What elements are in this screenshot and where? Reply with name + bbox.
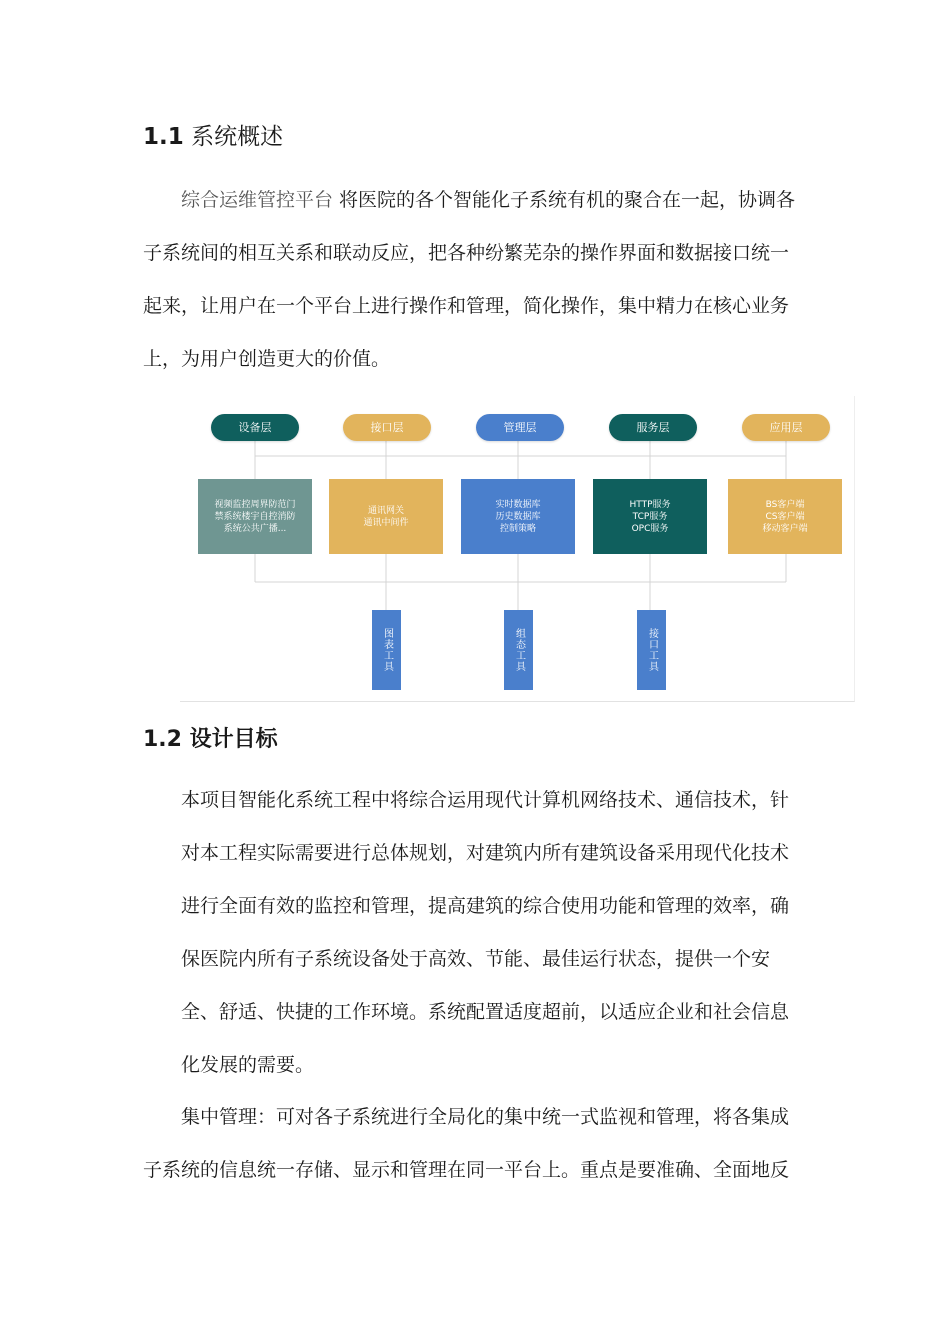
paragraph-line: 对本工程实际需要进行总体规划，对建筑内所有建筑设备采用现代化技术	[181, 842, 790, 864]
paragraph-line: 进行全面有效的监控和管理，提高建筑的综合使用功能和管理的效率，确	[181, 895, 790, 917]
paragraph-line: 综合运维管控平台 将医院的各个智能化子系统有机的聚合在一起，协调各	[181, 189, 796, 211]
overview-paragraph	[143, 174, 795, 386]
box-service: HTTP服务 TCP服务 OPC服务	[593, 479, 707, 554]
section-number: 1.1	[143, 124, 184, 150]
paragraph-line: 化发展的需要。	[181, 1054, 315, 1076]
section-title: 系统概述	[191, 124, 284, 150]
paragraph-line: 上，为用户创造更大的价值。	[143, 348, 391, 370]
paragraph-line: 集中管理：可对各子系统进行全局化的集中统一式监视和管理，将各集成	[181, 1106, 790, 1128]
layer-interface: 接口层	[343, 414, 431, 441]
centralized-management-paragraph	[143, 1091, 789, 1197]
layer-device: 设备层	[211, 414, 299, 441]
paragraph-line: 子系统的信息统一存储、显示和管理在同一平台上。重点是要准确、全面地反	[143, 1159, 790, 1181]
section-heading-1-2	[143, 722, 278, 753]
tool-chart: 图表工具	[372, 610, 401, 690]
section-heading-1-1	[143, 118, 283, 151]
tool-interface: 接口工具	[637, 610, 666, 690]
layer-service: 服务层	[609, 414, 697, 441]
box-application: BS客户端 CS客户端 移动客户端	[728, 479, 842, 554]
section-title: 设计目标	[189, 727, 278, 752]
layer-application: 应用层	[742, 414, 830, 441]
section-number: 1.2	[143, 727, 182, 752]
layer-management: 管理层	[476, 414, 564, 441]
paragraph-line: 子系统间的相互关系和联动反应，把各种纷繁芜杂的操作界面和数据接口统一	[143, 242, 790, 264]
paragraph-line: 全、舒适、快捷的工作环境。系统配置适度超前，以适应企业和社会信息	[181, 1001, 790, 1023]
platform-name: 综合运维管控平台	[181, 189, 334, 211]
tool-config: 组态工具	[504, 610, 533, 690]
box-interface: 通讯网关 通讯中间件	[329, 479, 443, 554]
box-management: 实时数据库 历史数据库 控制策略	[461, 479, 575, 554]
architecture-diagram	[180, 396, 855, 702]
box-device-systems: 视频监控周界防范门 禁系统楼宇自控消防 系统公共广播...	[198, 479, 312, 554]
paragraph-line: 本项目智能化系统工程中将综合运用现代计算机网络技术、通信技术，针	[181, 789, 790, 811]
paragraph-line: 保医院内所有子系统设备处于高效、节能、最佳运行状态，提供一个安	[181, 948, 771, 970]
design-goal-paragraph	[181, 774, 789, 1092]
paragraph-line: 起来，让用户在一个平台上进行操作和管理，简化操作，集中精力在核心业务	[143, 295, 790, 317]
